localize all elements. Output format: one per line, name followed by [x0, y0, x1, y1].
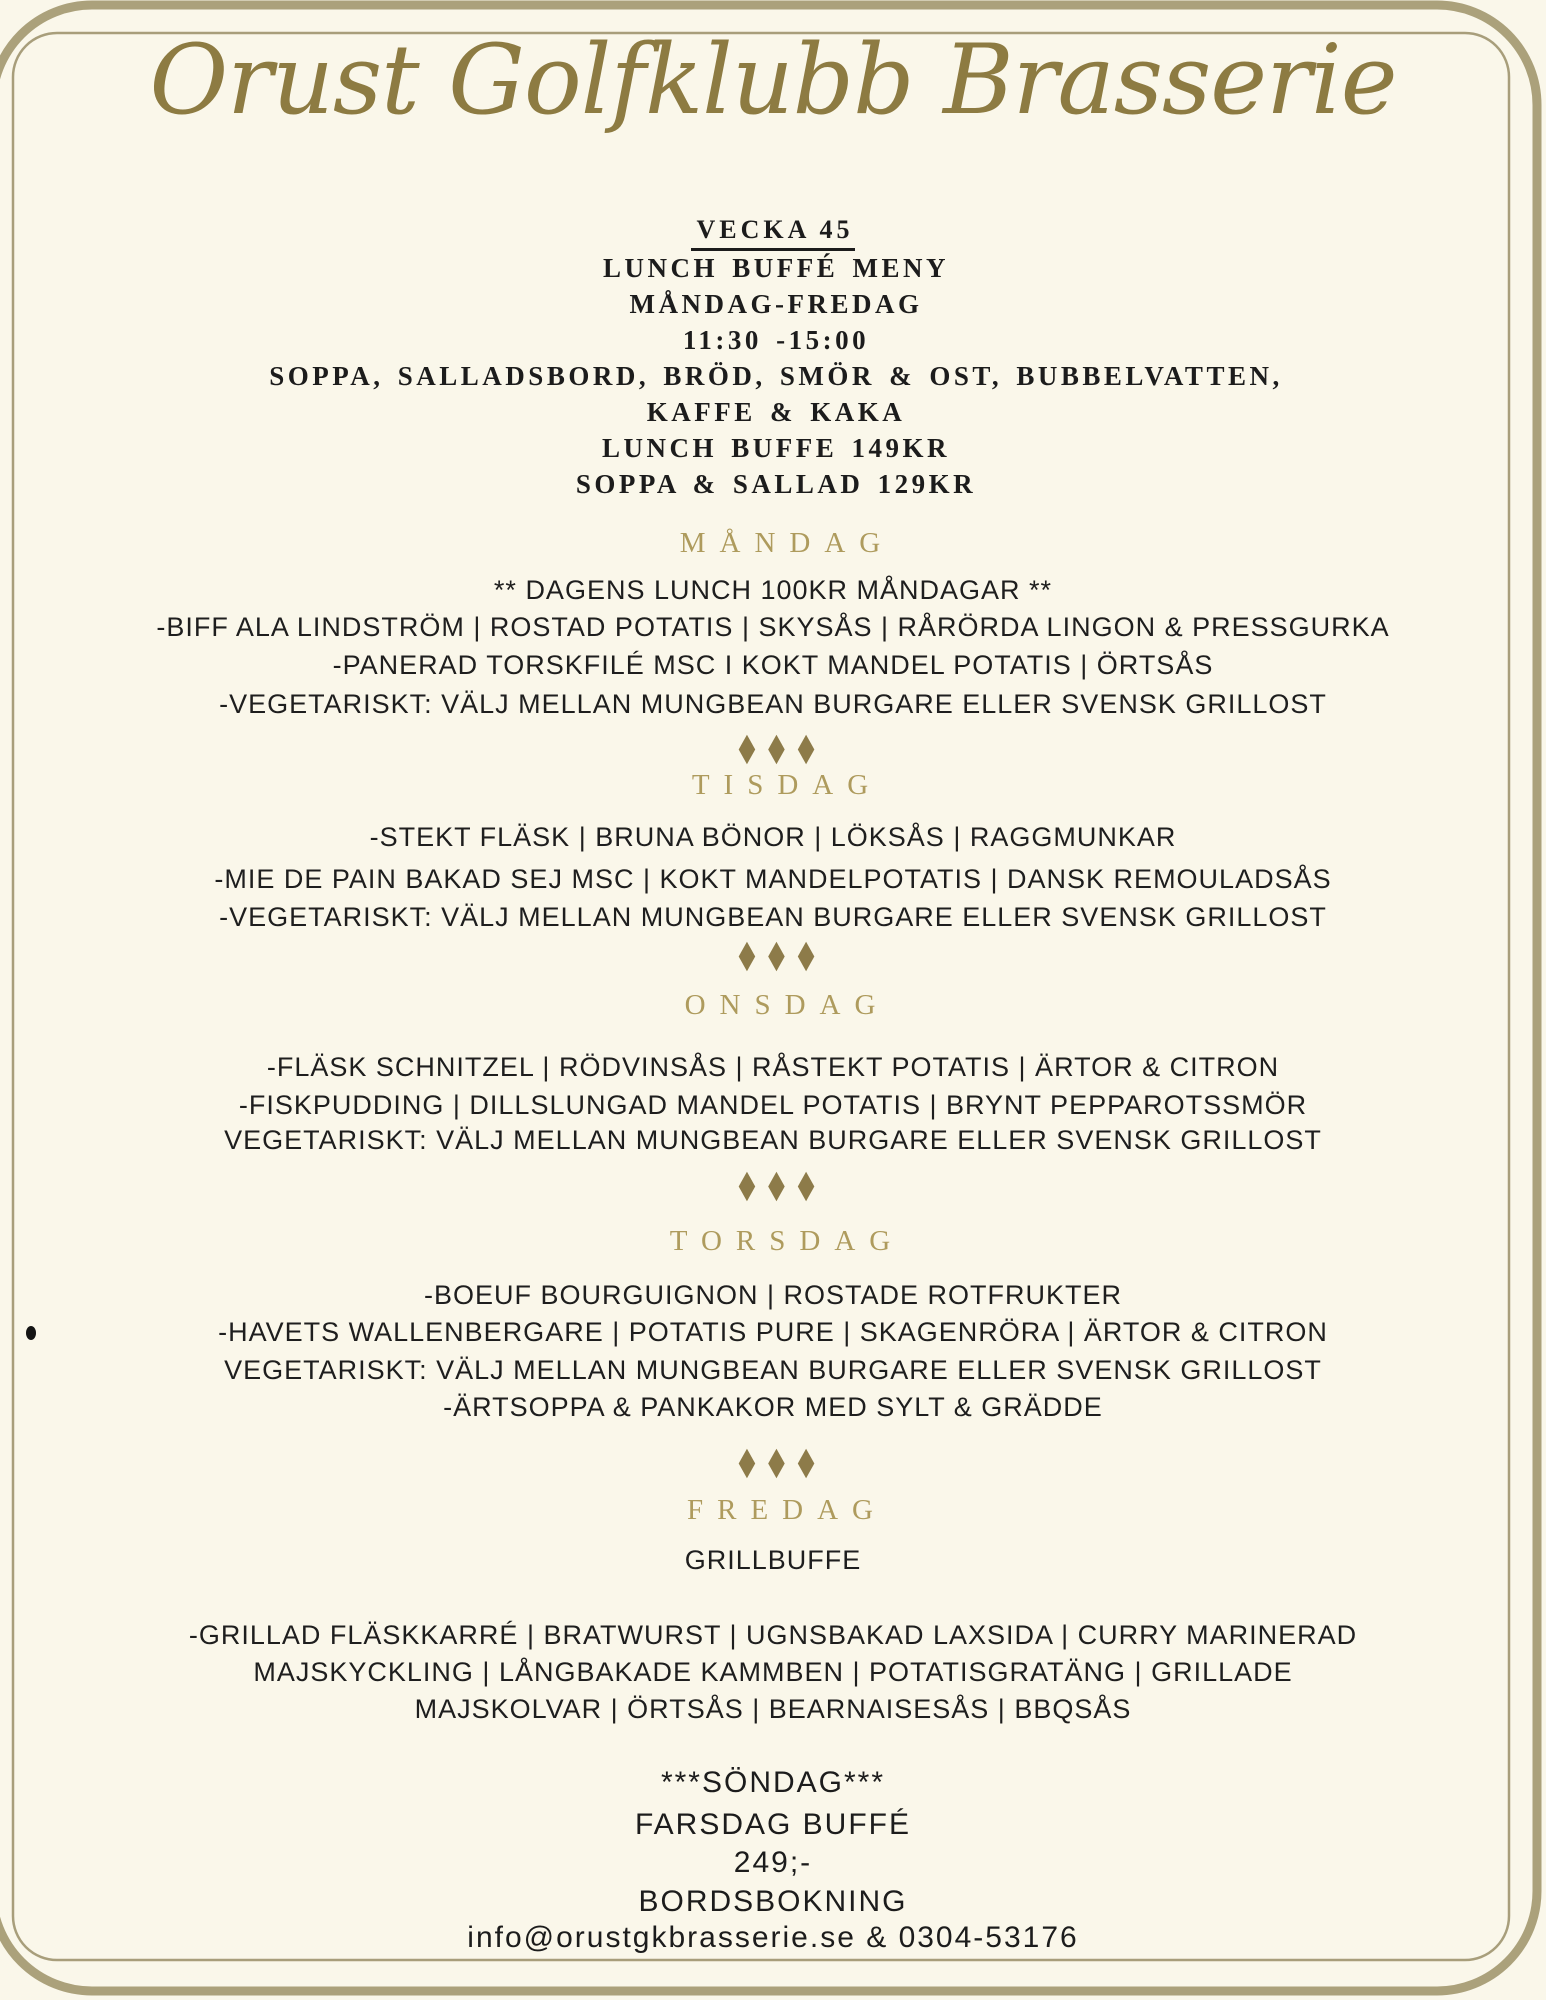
- diamond-separator: [0, 1163, 1546, 1206]
- footer-line-farsdag: FARSDAG BUFFÉ: [634, 1808, 912, 1841]
- menu-item-line: -BIFF ALA LINDSTRÖM | ROSTAD POTATIS | SKYSÅS | RÅRÖRDA LINGON & PRESSGURKA: [156, 612, 1390, 642]
- intro-line: SOPPA, SALLADSBORD, BRÖD, SMÖR & OST, BUBBELVATTEN,: [269, 361, 1283, 391]
- menu-item-line: -STEKT FLÄSK | BRUNA BÖNOR | LÖKSÅS | RAGGMUNKAR: [369, 822, 1177, 852]
- day-heading-tisdag: TISDAG: [691, 769, 883, 801]
- menu-item-line: VEGETARISKT: VÄLJ MELLAN MUNGBEAN BURGARE ELLER SVENSK GRILLOST: [224, 1355, 1322, 1385]
- menu-item-line: MAJSKOLVAR | ÖRTSÅS | BEARNAISESÅS | BBQSÅS: [414, 1694, 1132, 1724]
- diamond-icon: ◆ ◆ ◆: [738, 933, 820, 976]
- menu-item-line: -PANERAD TORSKFILÉ MSC I KOKT MANDEL POTATIS | ÖRTSÅS: [332, 650, 1214, 680]
- day-heading-torsdag: TORSDAG: [669, 1225, 905, 1257]
- day-heading-fredag: FREDAG: [686, 1494, 887, 1526]
- menu-item-line: -VEGETARISKT: VÄLJ MELLAN MUNGBEAN BURGARE ELLER SVENSK GRILLOST: [219, 689, 1327, 719]
- footer-line-booking: BORDSBOKNING: [638, 1885, 908, 1918]
- menu-item-line: [0, 1318, 1546, 1348]
- diamond-separator: [0, 726, 1546, 769]
- menu-item-line: -MIE DE PAIN BAKAD SEJ MSC | KOKT MANDELPOTATIS | DANSK REMOULADSÅS: [214, 864, 1332, 894]
- menu-item-line: -FLÄSK SCHNITZEL | RÖDVINSÅS | RÅSTEKT POTATIS | ÄRTOR & CITRON: [266, 1052, 1280, 1082]
- contact-info: info@orustgkbrasserie.se & 0304-53176: [467, 1921, 1079, 1954]
- footer-line-sondag: ***SÖNDAG***: [660, 1766, 886, 1799]
- week-label-text: VECKA 45: [691, 216, 856, 251]
- intro-line: MÅNDAG-FREDAG: [629, 289, 923, 319]
- intro-line: KAFFE & KAKA: [646, 397, 906, 427]
- menu-item-line: VEGETARISKT: VÄLJ MELLAN MUNGBEAN BURGARE ELLER SVENSK GRILLOST: [224, 1125, 1322, 1155]
- footer-line-price: 249;-: [733, 1846, 813, 1879]
- intro-line: LUNCH BUFFE 149KR: [601, 433, 950, 463]
- menu-item-line: -ÄRTSOPPA & PANKAKOR MED SYLT & GRÄDDE: [443, 1392, 1103, 1422]
- menu-item-line: ** DAGENS LUNCH 100KR MÅNDAGAR **: [493, 575, 1053, 605]
- diamond-icon: ◆ ◆ ◆: [738, 1163, 820, 1206]
- intro-line: LUNCH BUFFÉ MENY: [603, 253, 949, 283]
- restaurant-title: Orust Golfklubb Brasserie: [149, 24, 1397, 136]
- diamond-separator: [0, 1440, 1546, 1483]
- diamond-icon: ◆ ◆ ◆: [738, 1440, 820, 1483]
- diamond-icon: ◆ ◆ ◆: [738, 726, 820, 769]
- menu-item-line: -FISKPUDDING | DILLSLUNGAD MANDEL POTATIS | BRYNT PEPPAROTSSMÖR: [238, 1090, 1308, 1120]
- week-label: [0, 216, 1546, 251]
- intro-line: SOPPA & SALLAD 129KR: [575, 469, 977, 499]
- menu-item-line: -BOEUF BOURGUIGNON | ROSTADE ROTFRUKTER: [423, 1280, 1123, 1310]
- day-subtitle: GRILLBUFFE: [684, 1545, 862, 1575]
- menu-item-line: -GRILLAD FLÄSKKARRÉ | BRATWURST | UGNSBAKAD LAXSIDA | CURRY MARINERAD: [188, 1620, 1358, 1650]
- diamond-separator: [0, 933, 1546, 976]
- menu-item-text: -HAVETS WALLENBERGARE | POTATIS PURE | SKAGENRÖRA | ÄRTOR & CITRON: [218, 1317, 1328, 1347]
- intro-line: 11:30 -15:00: [682, 325, 870, 355]
- day-heading-mandag: MÅNDAG: [679, 527, 895, 559]
- day-heading-onsdag: ONSDAG: [684, 989, 890, 1021]
- menu-item-line: MAJSKYCKLING | LÅNGBAKADE KAMMBEN | POTATISGRATÄNG | GRILLADE: [253, 1657, 1293, 1687]
- stray-bullet-icon: [26, 1326, 37, 1341]
- menu-item-line: -VEGETARISKT: VÄLJ MELLAN MUNGBEAN BURGARE ELLER SVENSK GRILLOST: [219, 902, 1327, 932]
